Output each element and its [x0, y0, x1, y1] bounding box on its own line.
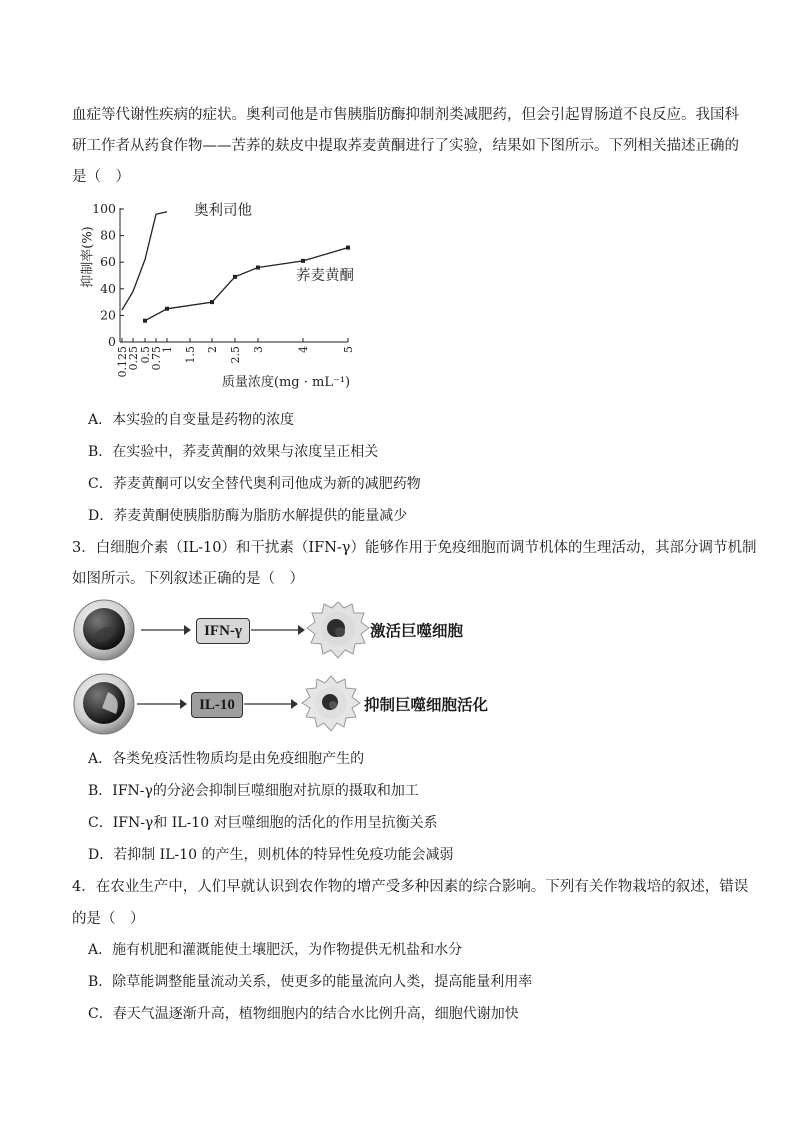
- inhibit-macrophage-label: 抑制巨噬细胞活化: [364, 695, 489, 714]
- q3-option-a[interactable]: A．各类免疫活性物质均是由免疫细胞产生的: [88, 751, 365, 767]
- q2-option-a[interactable]: A．本实验的自变量是药物的浓度: [88, 412, 295, 428]
- q4-stem-line-1: 4．在农业生产中，人们早就认识到农作物的增产受多种因素的综合影响。下列有关作物栽培的叙述，错误: [72, 879, 749, 895]
- data-point: [165, 307, 169, 311]
- y-axis-label: 抑制率(%): [80, 226, 96, 288]
- arrow-right-icon: [140, 616, 192, 644]
- data-point: [233, 275, 237, 279]
- diagram-row-ifn: [70, 598, 530, 662]
- data-point: [346, 246, 350, 250]
- il-10-box: IL-10: [191, 692, 243, 718]
- immune-cell-icon: [72, 598, 136, 662]
- arrow-right-icon: [243, 690, 299, 718]
- y-tick-label: 40: [100, 280, 116, 296]
- x-tick-label: 0.5: [139, 346, 152, 364]
- x-tick-label: 5: [342, 346, 355, 353]
- x-axis-label: 质量浓度(mg · mL⁻¹): [221, 375, 351, 390]
- data-point: [143, 319, 147, 323]
- q4-option-a[interactable]: A．施有机肥和灌溉能使土壤肥沃，为作物提供无机盐和水分: [88, 942, 463, 958]
- data-point: [210, 300, 214, 304]
- x-tick-label: 1: [161, 346, 174, 353]
- q4-option-c[interactable]: C．春天气温逐渐升高，植物细胞内的结合水比例升高，细胞代谢加快: [88, 1006, 519, 1022]
- x-tick-label: 0.25: [127, 346, 140, 371]
- series-label-2: 荞麦黄酮: [296, 268, 354, 284]
- series-line-2: [145, 248, 348, 321]
- x-tick-label: 0.75: [150, 346, 163, 371]
- series-line-1: [122, 212, 167, 310]
- q4-option-b[interactable]: B．除草能调整能量流动关系，使更多的能量流向人类，提高能量利用率: [88, 974, 533, 990]
- macrophage-icon: [298, 672, 364, 736]
- x-tick-label: 4: [297, 346, 310, 353]
- series-label-1: 奥利司他: [194, 203, 252, 219]
- q3-option-c[interactable]: C．IFN-γ和 IL-10 对巨噬细胞的活化的作用呈抗衡关系: [88, 815, 438, 831]
- macrophage-icon: [304, 598, 372, 662]
- q3-option-b[interactable]: B．IFN-γ的分泌会抑制巨噬细胞对抗原的摄取和加工: [88, 783, 419, 799]
- q2-stem-line-3: 是（ ）: [72, 169, 130, 185]
- x-tick-label: 0.125: [116, 346, 129, 378]
- diagram-row-il10: [70, 672, 530, 736]
- x-tick-label: 1.5: [184, 346, 197, 364]
- q2-option-b[interactable]: B．在实验中，荞麦黄酮的效果与浓度呈正相关: [88, 444, 379, 460]
- activate-macrophage-label: 激活巨噬细胞: [370, 621, 464, 640]
- y-tick-label: 100: [92, 201, 116, 216]
- ifn-gamma-box: IFN-γ: [196, 618, 250, 644]
- q3-option-d[interactable]: D．若抑制 IL-10 的产生，则机体的特异性免疫功能会减弱: [88, 847, 454, 863]
- q2-option-d[interactable]: D．荞麦黄酮使胰脂肪酶为脂肪水解提供的能量减少: [88, 508, 408, 524]
- q4-stem-line-2: 的是（ ）: [72, 911, 145, 927]
- q3-stem-line-1: 3．白细胞介素（IL-10）和干扰素（IFN-γ）能够作用于免疫细胞而调节机体的生理活动，其部分调节机制: [72, 540, 757, 556]
- q3-stem-line-2: 如图所示。下列叙述正确的是（ ）: [72, 571, 304, 587]
- q2-option-c[interactable]: C．荞麦黄酮可以安全替代奥利司他成为新的减肥药物: [88, 476, 421, 492]
- data-point: [256, 266, 260, 270]
- y-tick-label: 80: [100, 227, 116, 243]
- q2-stem-line-1: 血症等代谢性疾病的症状。奥利司他是市售胰脂肪酶抑制剂类减肥药，但会引起胃肠道不良反应。我国科: [72, 107, 739, 123]
- x-tick-label: 2.5: [229, 346, 242, 364]
- data-point: [301, 259, 305, 263]
- x-tick-label: 2: [206, 346, 219, 353]
- y-tick-label: 60: [100, 254, 116, 270]
- q2-stem-line-2: 研工作者从药食作物——苦荞的麸皮中提取荞麦黄酮进行了实验，结果如下图所示。下列相关描述正确的: [72, 138, 739, 154]
- x-tick-label: 3: [252, 346, 265, 353]
- arrow-right-icon: [250, 616, 306, 644]
- arrow-right-icon: [136, 690, 188, 718]
- y-tick-label: 20: [100, 307, 116, 323]
- y-tick-label: 0: [108, 334, 116, 349]
- inhibition-rate-chart: [70, 195, 370, 395]
- immune-cell-icon: [72, 672, 136, 736]
